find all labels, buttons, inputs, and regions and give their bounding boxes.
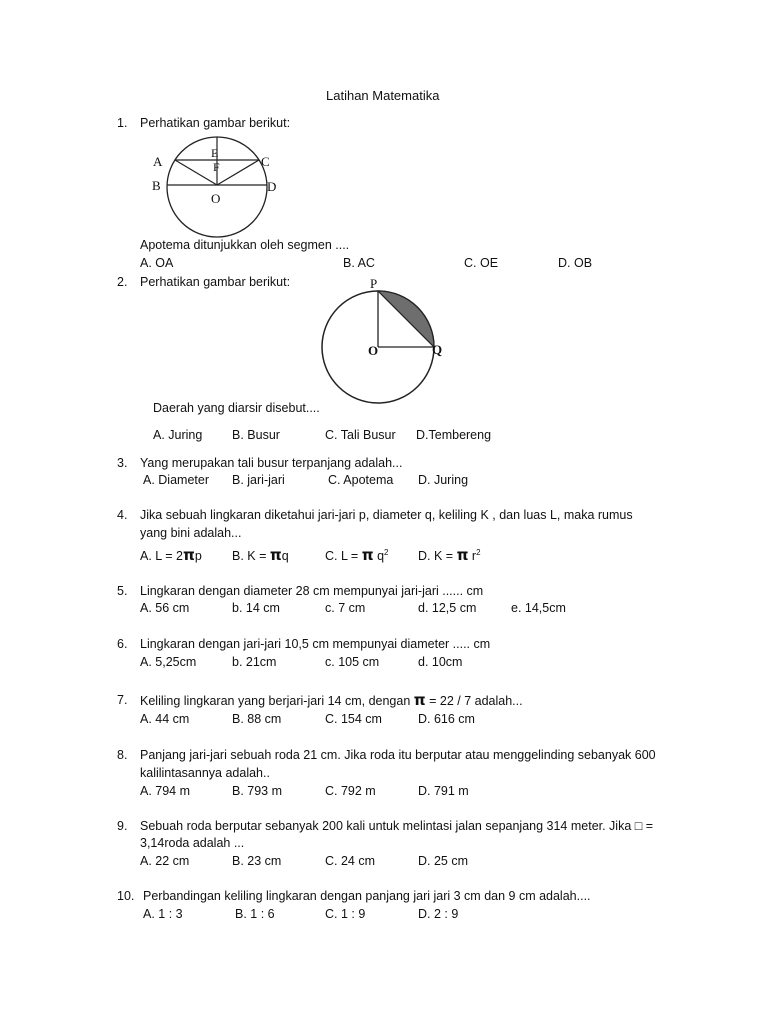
page-title: Latihan Matematika bbox=[326, 88, 440, 103]
q2-option-b: B. Busur bbox=[232, 428, 280, 442]
q5-option-b: b. 14 cm bbox=[232, 601, 280, 615]
q10-option-d: D. 2 : 9 bbox=[418, 907, 459, 921]
q10-option-b: B. 1 : 6 bbox=[235, 907, 275, 921]
q3-option-c: C. Apotema bbox=[328, 473, 394, 487]
q6-option-d: d. 10cm bbox=[418, 655, 463, 669]
question-7-number: 7. bbox=[117, 693, 128, 707]
question-9-text-line1: Sebuah roda berputar sebanyak 200 kali untuk melintasi jalan sepanjang 314 meter. Jika □ = bbox=[140, 819, 654, 833]
q7-option-b: B. 88 cm bbox=[232, 712, 282, 726]
q5-option-c: c. 7 cm bbox=[325, 601, 366, 615]
figure1-label-b: B bbox=[152, 178, 161, 193]
q5-option-d: d. 12,5 cm bbox=[418, 601, 477, 615]
figure1-label-c: C bbox=[261, 154, 270, 169]
q4-option-b: B. K = πq bbox=[232, 546, 289, 564]
question-5-text: Lingkaran dengan diameter 28 cm mempunyai jari-jari ...... cm bbox=[140, 584, 484, 598]
figure1-label-d: D bbox=[267, 179, 277, 194]
q1-option-c: C. OE bbox=[464, 256, 499, 270]
q10-option-c: C. 1 : 9 bbox=[325, 907, 366, 921]
question-7-text: Keliling lingkaran yang berjari-jari 14 cm, dengan π = 22 / 7 adalah... bbox=[140, 691, 523, 709]
question-2-prompt: Daerah yang diarsir disebut.... bbox=[153, 401, 320, 415]
question-2-figure bbox=[318, 290, 448, 410]
q4-option-c: C. L = π $q^2$ bbox=[325, 546, 389, 564]
question-4-number: 4. bbox=[117, 508, 128, 522]
q4-option-d: D. K = π $r^2$ bbox=[418, 546, 481, 564]
q9-option-c: C. 24 cm bbox=[325, 854, 376, 868]
question-1-prompt: Apotema ditunjukkan oleh segmen .... bbox=[140, 238, 350, 252]
figure1-label-e: E bbox=[211, 146, 219, 160]
question-8-text-line2: kalilintasannya adalah.. bbox=[140, 766, 270, 780]
q1-option-a: A. OA bbox=[140, 256, 174, 270]
question-2-number: 2. bbox=[117, 275, 128, 289]
q9-option-b: B. 23 cm bbox=[232, 854, 282, 868]
q1-option-b: B. AC bbox=[343, 256, 375, 270]
figure1-label-a: A bbox=[153, 154, 163, 169]
q1-option-d: D. OB bbox=[558, 256, 593, 270]
question-8-number: 8. bbox=[117, 748, 128, 762]
question-2-text: Perhatikan gambar berikut: bbox=[140, 275, 291, 289]
q2-option-d: D.Tembereng bbox=[416, 428, 492, 442]
q4-option-a: A. L = 2πp bbox=[140, 546, 202, 564]
figure2-label-o: O bbox=[368, 343, 379, 358]
q5-option-a: A. 56 cm bbox=[140, 601, 190, 615]
q9-option-d: D. 25 cm bbox=[418, 854, 469, 868]
q3-option-d: D. Juring bbox=[418, 473, 469, 487]
question-4-text-line2: yang bini adalah... bbox=[140, 526, 242, 540]
figure1-label-o: O bbox=[211, 191, 221, 206]
q6-option-b: b. 21cm bbox=[232, 655, 277, 669]
question-9-number: 9. bbox=[117, 819, 128, 833]
question-10-number: 10. bbox=[117, 889, 135, 903]
question-3-text: Yang merupakan tali busur terpanjang adalah... bbox=[140, 456, 403, 470]
q2-option-a: A. Juring bbox=[153, 428, 203, 442]
q6-option-c: c. 105 cm bbox=[325, 655, 380, 669]
q9-option-a: A. 22 cm bbox=[140, 854, 190, 868]
q7-option-d: D. 616 cm bbox=[418, 712, 475, 726]
q6-option-a: A. 5,25cm bbox=[140, 655, 197, 669]
q7-option-a: A. 44 cm bbox=[140, 712, 190, 726]
q8-option-b: B. 793 m bbox=[232, 784, 283, 798]
question-9-text-line2: 3,14roda adalah ... bbox=[140, 836, 245, 850]
question-10-text: Perbandingan keliling lingkaran dengan panjang jari jari 3 cm dan 9 cm adalah.... bbox=[143, 889, 591, 903]
question-6-text: Lingkaran dengan jari-jari 10,5 cm mempunyai diameter ..... cm bbox=[140, 637, 491, 651]
figure2-label-q: Q bbox=[432, 342, 443, 357]
q8-option-a: A. 794 m bbox=[140, 784, 191, 798]
q8-option-c: C. 792 m bbox=[325, 784, 376, 798]
q2-option-c: C. Tali Busur bbox=[325, 428, 396, 442]
question-4-text-line1: Jika sebuah lingkaran diketahui jari-jari p, diameter q, keliling K , dan luas L, maka rumus bbox=[140, 508, 633, 522]
question-8-text-line1: Panjang jari-jari sebuah roda 21 cm. Jika roda itu berputar atau menggelinding sebanyak 600 bbox=[140, 748, 656, 762]
q3-option-a: A. Diameter bbox=[143, 473, 209, 487]
q3-option-b: B. jari-jari bbox=[232, 473, 285, 487]
q5-option-e: e. 14,5cm bbox=[511, 601, 566, 615]
question-3-number: 3. bbox=[117, 456, 128, 470]
question-5-number: 5. bbox=[117, 584, 128, 598]
q10-option-a: A. 1 : 3 bbox=[143, 907, 183, 921]
q7-option-c: C. 154 cm bbox=[325, 712, 382, 726]
q8-option-d: D. 791 m bbox=[418, 784, 469, 798]
question-1-text: Perhatikan gambar berikut: bbox=[140, 116, 291, 130]
question-1-number: 1. bbox=[117, 116, 128, 130]
figure1-label-f: F bbox=[213, 160, 220, 174]
figure2-label-p: P bbox=[370, 276, 378, 291]
question-6-number: 6. bbox=[117, 637, 128, 651]
